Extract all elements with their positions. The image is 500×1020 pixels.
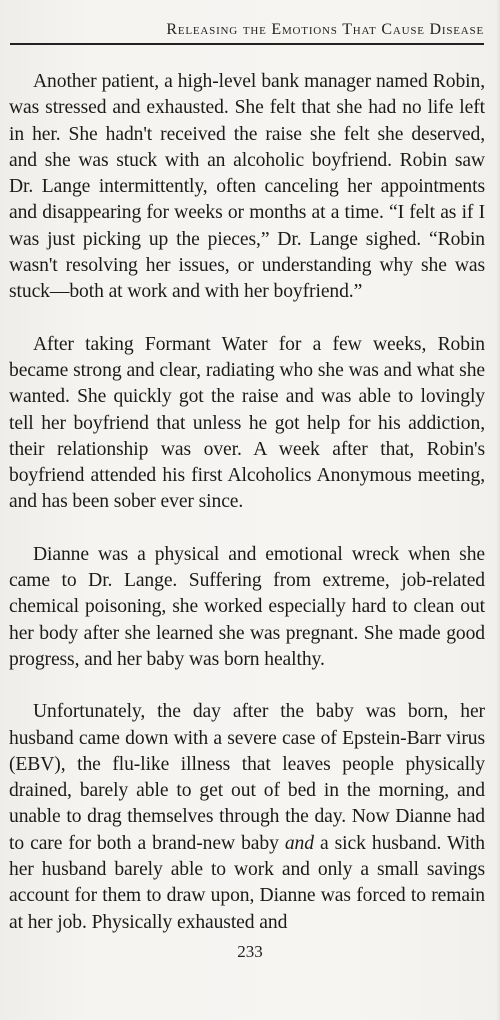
page-edge-shadow bbox=[496, 0, 500, 1020]
running-head: Releasing the Emotions That Cause Disease bbox=[166, 21, 484, 38]
paragraph-text-after-emphasis: a sick husband. With her husband barely able to work and only a small savings account for them to draw upon, Dianne was forced to remain at her job. Physically exhausted and bbox=[9, 832, 485, 933]
emphasis-and: and bbox=[284, 832, 314, 854]
page-number: 233 bbox=[237, 942, 263, 961]
body-text bbox=[9, 69, 485, 962]
paragraph-dianne-husband bbox=[9, 699, 485, 936]
paragraph-robin-intro: Another patient, a high-level bank manager named Robin, was stressed and exhausted. She felt that she had no life left in her. She hadn't received the raise she felt she deserved, and she was stuck with an alcoholic boyfriend. Robin saw Dr. Lange intermittently, often canceling her appointments and disappearing for weeks or months at a time. “I felt as if I was just picking up the pieces,” Dr. Lange sighed. “Robin wasn't resolving her issues, or understanding why she was stuck—both at work and with her boyfriend.” bbox=[9, 71, 485, 303]
header-rule bbox=[10, 43, 484, 45]
paragraph-robin-outcome: After taking Formant Water for a few weeks, Robin became strong and clear, radiating who she was and what she wanted. She quickly got the raise and was able to lovingly tell her boyfriend that unless he got help for his addiction, their relationship was over. A week after that, Robin's boyfriend attended his first Alcoholics Anonymous meeting, and has been sober ever since. bbox=[9, 333, 485, 513]
paragraph-text-before-emphasis: Unfortunately, the day after the baby was born, her husband came down with a severe case of Epstein-Barr virus (EBV), the flu-like illness that leaves people physically drained, barely able to get out of bed in the morning, and unable to drag themselves through the day. Now Dianne had to care for both a brand-new baby bbox=[9, 701, 485, 854]
paragraph-dianne-intro: Dianne was a physical and emotional wreck when she came to Dr. Lange. Suffering from extreme, job-related chemical poisoning, she worked especially hard to clean out her body after she learned she was pregnant. She made good progress, and her baby was born healthy. bbox=[9, 543, 485, 670]
